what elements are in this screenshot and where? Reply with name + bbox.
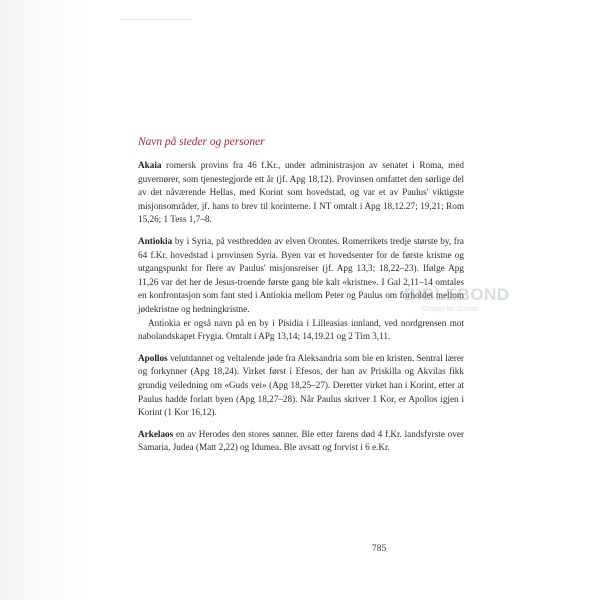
watermark-logo: [404, 283, 514, 333]
header-rule: [120, 19, 192, 20]
watermark-logo-text: BIBLEBOND: [404, 285, 510, 304]
entry-text: romersk provins fra 46 f.Kr., under administrasjon av senatet i Roma, med guvernører, som tjenestegjorde ett år (jf. Apg 18,12). Provinsen omfattet den sørlige del av det nåværende Hellas, med Korint som hovedstad, og var et av Paulus' viktigste misjonsområder, jf. hans to brev til korinterne. I NT omtalt i Apg 18,12.27; 19,21; Rom 15,26; 1 Tess 1,7–8.: [138, 160, 465, 225]
entry-akaia: [138, 159, 464, 227]
spine-shadow: [0, 0, 92, 600]
entry-text: velutdannet og veltalende jøde fra Aleksandria som ble en kristen. Sentral lærer og forkynner (Apg 18,24). Virket først i Efesos, der han av Priskilla og Akvilas fikk grundig veiledning om «Guds vei» (Apg 18,25–27). Deretter virket han i Korint, etter at Paulus hadde forlatt byen (Apg 18,27–28). Når Paulus skriver 1 Kor, er Apollos igjen i Korint (1 Kor 16,12).: [138, 352, 464, 418]
entry-paragraph: [138, 352, 464, 420]
entry-text: by i Syria, på vestbredden av elven Orontes. Romerrikets tredje største by, fra 64 f.Kr. hovedstad i provinsen Syria. Byen var et hovedsenter for de første kristne og utgangspunkt for flere av Paulus' misjonsreiser (jf. Apg 13,3; 18,22–23). Ifølge Apg 11,26 var det her de Jesus-troende første gang ble kalt «kristne». I Gal 2,11–14 omtales en konfrontasjon som fant sted i Antiokia mellom Peter og Paulus om forholdet mellom jødekristne og hedningkristne.: [138, 235, 464, 314]
entry-arkelaos: [138, 428, 464, 455]
entry-term: Akaia: [138, 160, 162, 170]
entry-paragraph: [138, 159, 464, 227]
section-heading: Navn på steder og personer: [138, 136, 265, 148]
entry-text: Antiokia er også navn på en by i Pisidia i Lilleasias innland, ved nordgrensen mot nabolandskapet Frygia. Omtalt i APg 13,14; 14,19.21 og 2 Tim 3,11.: [138, 317, 464, 342]
page-number: 785: [372, 544, 387, 554]
entry-term: Antiokia: [138, 235, 173, 246]
entry-term: Apollos: [138, 352, 168, 363]
entry-text: en av Herodes den stores sønner. Ble etter farens død 4 f.Kr. landsfyrste over Samaria, Judea (Matt 2,22) og Idumea. Ble avsatt og forvist i 6 e.Kr.: [138, 428, 464, 453]
entry-paragraph: [138, 428, 464, 455]
entry-term: Arkelaos: [138, 428, 174, 439]
entry-apollos: [138, 352, 464, 420]
watermark-tagline: Gospel for Guests: [422, 306, 479, 313]
